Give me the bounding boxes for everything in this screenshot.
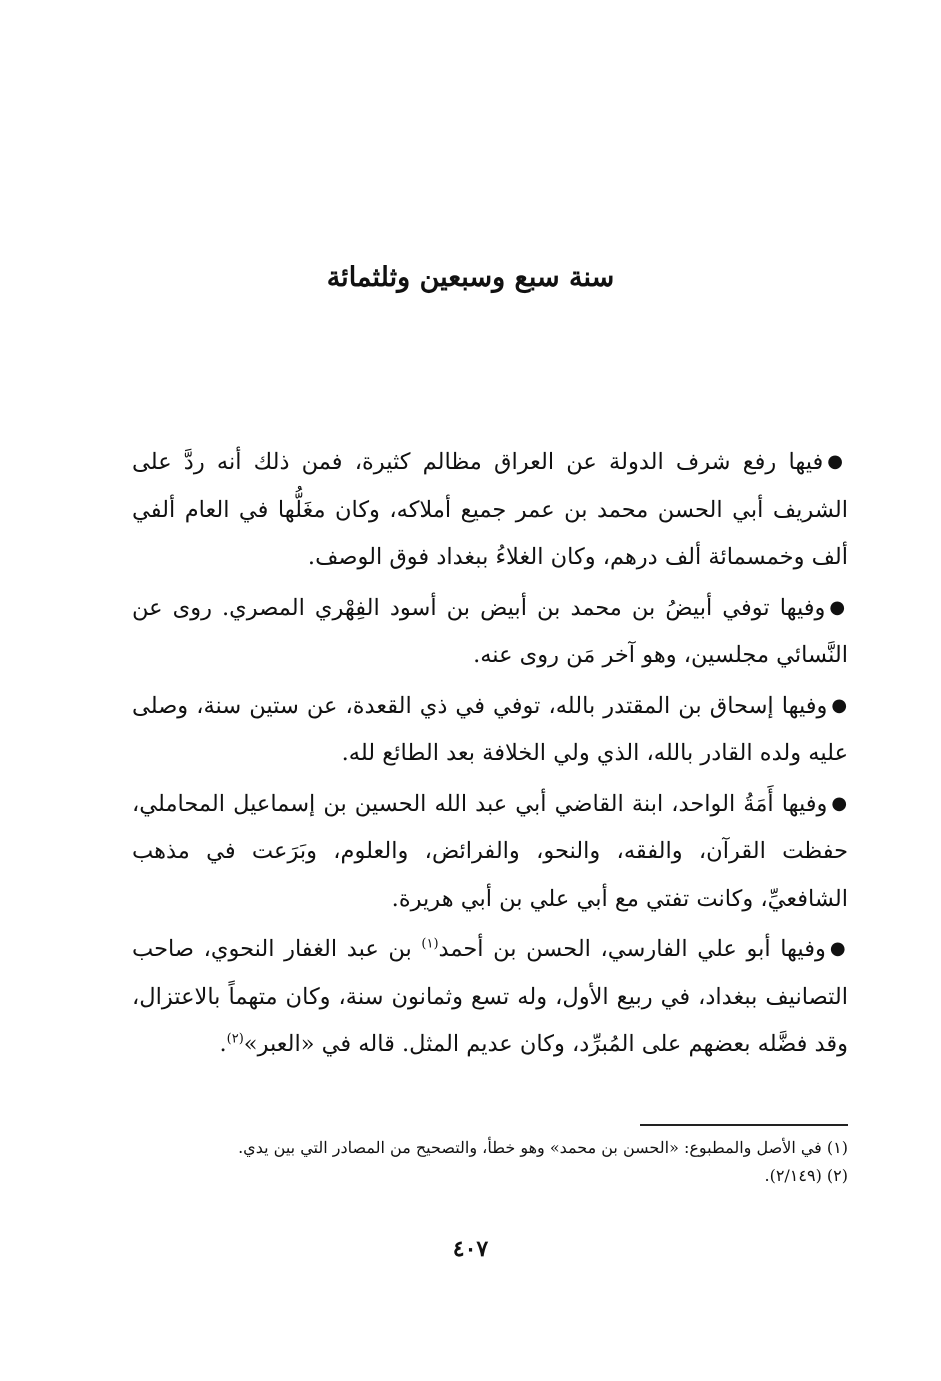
footnote-2: (٢) (٢/١٤٩). [764, 1166, 848, 1185]
paragraph-text: وفيها إسحاق بن المقتدر بالله، توفي في ذي القعدة، عن ستين سنة، وصلى عليه ولده القادر بالله، الذي ولي الخلافة بعد الطائع لله. [132, 692, 848, 766]
paragraph-text: فيها رفع شرف الدولة عن العراق مظالم كثيرة، فمن ذلك أنه ردَّ على الشريف أبي الحسن محمد بن عمر جميع أملاكه، وكان مغَلُّها في العام ألفي ألف وخمسمائة ألف درهم، وكان الغلاءُ ببغداد فوق الوصف. [132, 449, 848, 570]
page-number: ٤٠٧ [452, 1236, 489, 1262]
paragraph-5 [132, 925, 848, 1069]
paragraph-text: . [219, 1031, 227, 1057]
bullet-icon: ● [831, 694, 848, 716]
footnote-divider [640, 1124, 848, 1126]
footnote-ref-2[interactable]: (٢) [226, 1031, 244, 1047]
paragraph-text: وفيها أبو علي الفارسي، الحسن بن أحمد [438, 936, 826, 962]
paragraph-1 [132, 438, 848, 582]
paragraph-3 [132, 682, 848, 778]
chapter-title: سنة سبع وسبعين وثلثمائة [326, 262, 615, 293]
footnotes [132, 1134, 848, 1190]
paragraph-text: بن عبد الغفار النحوي، صاحب التصانيف ببغداد، في ربيع الأول، وله تسع وثمانون سنة، وكان متهماً بالاعتزال، وقد فضَّله بعضهم على المُبرِّد، وكان عديم المثل. قاله في «العبر» [132, 936, 848, 1057]
paragraph-2 [132, 584, 848, 680]
bullet-icon: ● [829, 596, 848, 618]
footnote-1: (١) في الأصل والمطبوع: «الحسن بن محمد» وهو خطأ، والتصحيح من المصادر التي بين يدي. [238, 1138, 848, 1157]
footnote-ref-1[interactable]: (١) [421, 936, 439, 952]
paragraph-4 [132, 780, 848, 924]
bullet-icon: ● [831, 792, 848, 814]
paragraph-text: وفيها توفي أبيضُ بن محمد بن أبيض بن أسود الفِهْري المصري. روى عن النَّسائي مجلسين، وهو آخر مَن روى عنه. [132, 594, 848, 668]
paragraph-text: وفيها أَمَةُ الواحد، ابنة القاضي أبي عبد الله الحسين بن إسماعيل المحاملي، حفظت القرآن، والفقه، والنحو، والفرائض، والعلوم، وبَرَعت في مذهب الشافعيِّ، وكانت تفتي مع أبي علي بن أبي هريرة. [132, 790, 848, 912]
bullet-icon: ● [827, 451, 849, 472]
body-text [132, 438, 848, 1071]
bullet-icon: ● [829, 938, 849, 959]
